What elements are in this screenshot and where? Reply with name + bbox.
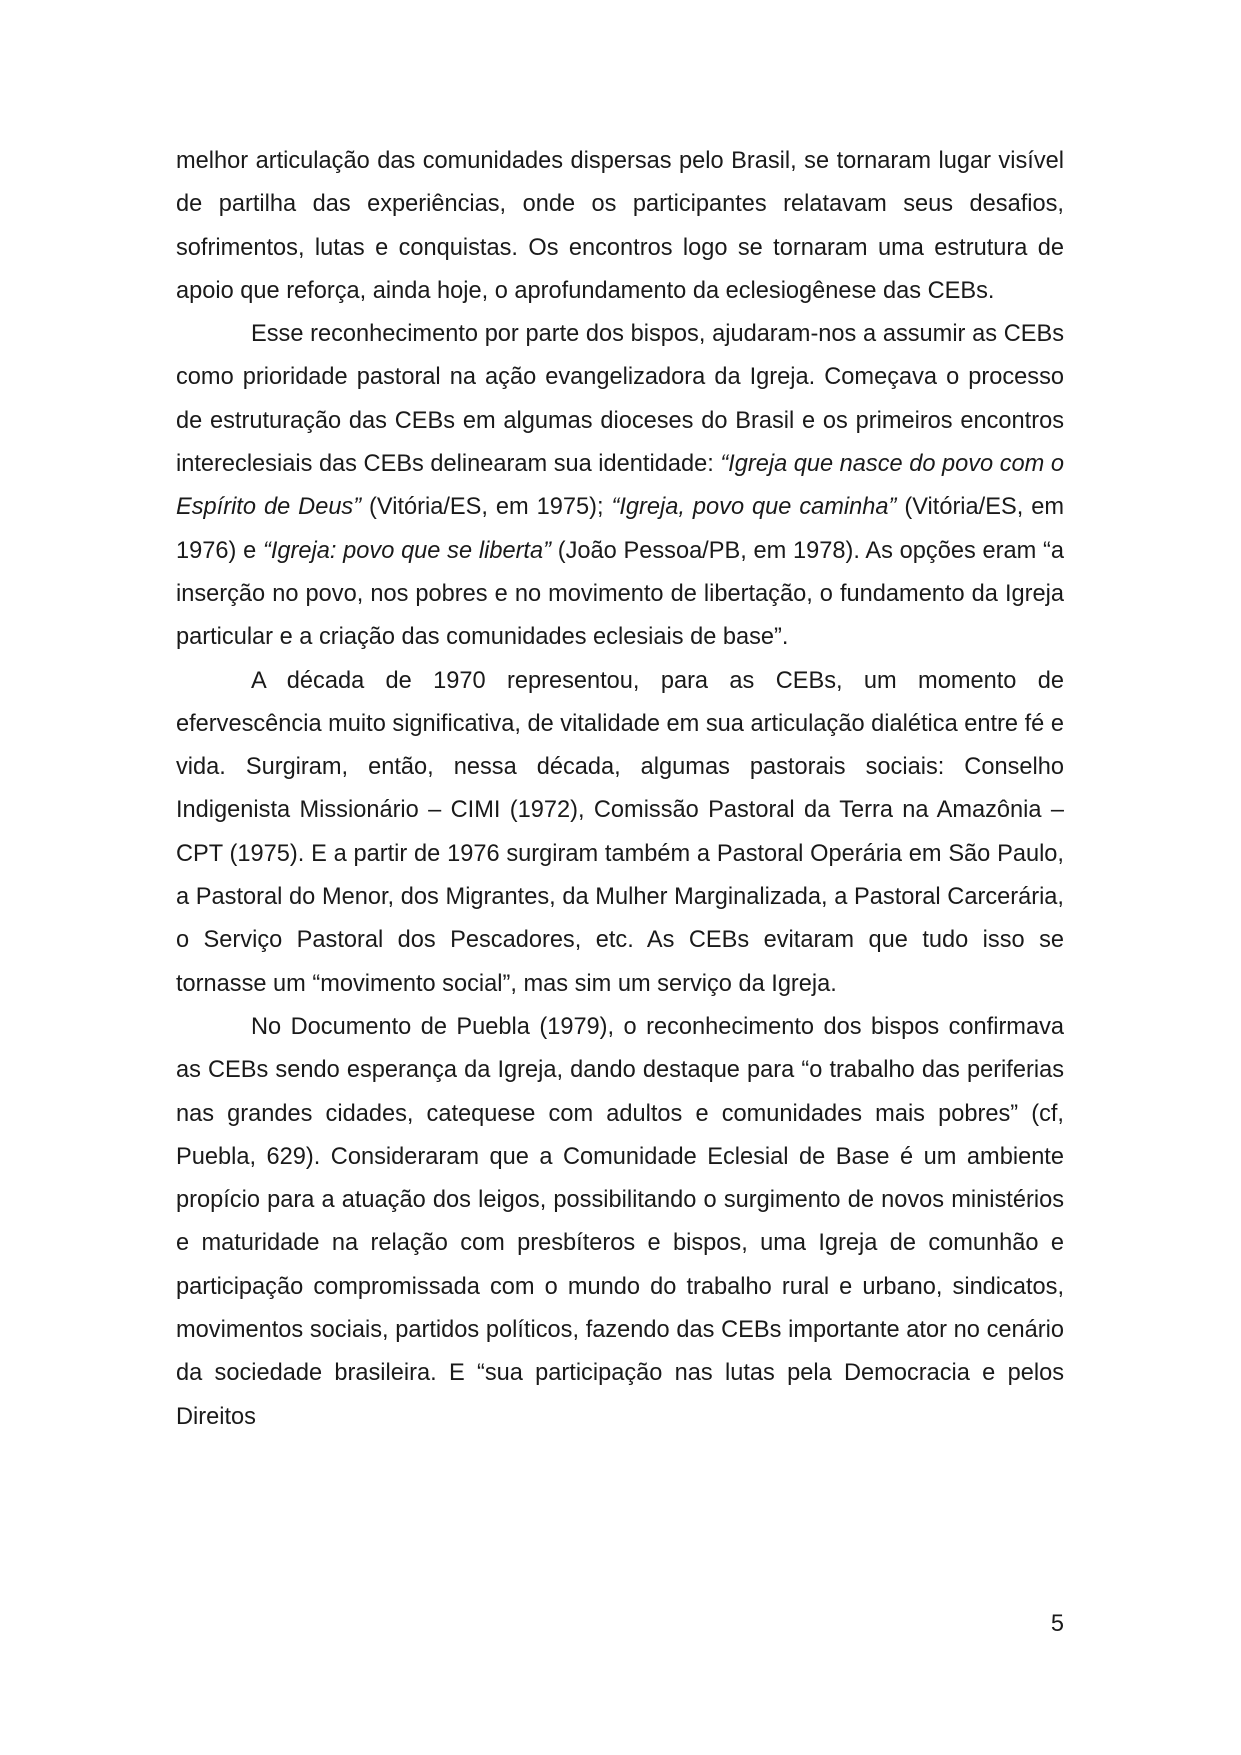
quote-igreja-que-nasce: “Igreja que nasce do povo com o Espírito de Deus”	[176, 451, 1064, 521]
paragraph-1-text: melhor articulação das comunidades dispersas pelo Brasil, se tornaram lugar visível de partilha das experiências, onde os participantes relatavam seus desafios, sofrimentos, lutas e conquistas. Os encontros logo se tornaram uma estrutura de apoio que reforça, ainda hoje, o aprofundamento da eclesiogênese das CEBs.	[176, 148, 1064, 304]
paragraph-3-text: A década de 1970 representou, para as CEBs, um momento de efervescência muito significativa, de vitalidade em sua articulação dialética entre fé e vida. Surgiram, então, nessa década, algumas pastorais sociais: Conselho Indigenista Missionário – CIMI (1972), Comissão Pastoral da Terra na Amazônia – CPT (1975). E a partir de 1976 surgiram também a Pastoral Operária em São Paulo, a Pastoral do Menor, dos Migrantes, da Mulher Marginalizada, a Pastoral Carcerária, o Serviço Pastoral dos Pescadores, etc. As CEBs evitaram que tudo isso se tornasse um “movimento social”, mas sim um serviço da Igreja.	[176, 667, 1064, 997]
quote-igreja-povo-que-se-liberta: “Igreja: povo que se liberta”	[262, 537, 551, 564]
paragraph-4-text: No Documento de Puebla (1979), o reconhecimento dos bispos confirmava as CEBs sendo esperança da Igreja, dando destaque para “o trabalho das periferias nas grandes cidades, catequese com adultos e comunidades mais pobres” (cf, Puebla, 629). Consideraram que a Comunidade Eclesial de Base é um ambiente propício para a atuação dos leigos, possibilitando o surgimento de novos ministérios e maturidade na relação com presbíteros e bispos, uma Igreja de comunhão e participação compromissada com o mundo do trabalho rural e urbano, sindicatos, movimentos sociais, partidos políticos, fazendo das CEBs importante ator no cenário da sociedade brasileira. E “sua participação nas lutas pela Democracia e pelos Direitos	[176, 1013, 1064, 1430]
paragraph-2-text: (Vitória/ES, em 1975);	[361, 494, 612, 521]
quote-igreja-povo-que-caminha: “Igreja, povo que caminha”	[611, 494, 897, 521]
page-number: 5	[1050, 1611, 1064, 1637]
paragraph-1	[176, 140, 1064, 313]
paragraph-2	[176, 313, 1064, 659]
paragraph-2-text: (Vitória/ES, em 1976) e	[176, 494, 1064, 564]
paragraph-2-text: Esse reconhecimento por parte dos bispos, ajudaram-nos a assumir as CEBs como prioridade pastoral na ação evangelizadora da Igreja. Começava o processo de estruturação das CEBs em algumas dioceses do Brasil e os primeiros encontros intereclesiais das CEBs delinearam sua identidade:	[176, 321, 1064, 478]
paragraph-4	[176, 1006, 1064, 1439]
paragraph-2-text: (João Pessoa/PB, em 1978). As opções eram “a inserção no povo, nos pobres e no movimento de libertação, o fundamento da Igreja particular e a criação das comunidades eclesiais de base”.	[176, 537, 1064, 651]
body-text	[176, 140, 1064, 1439]
paragraph-3	[176, 660, 1064, 1006]
